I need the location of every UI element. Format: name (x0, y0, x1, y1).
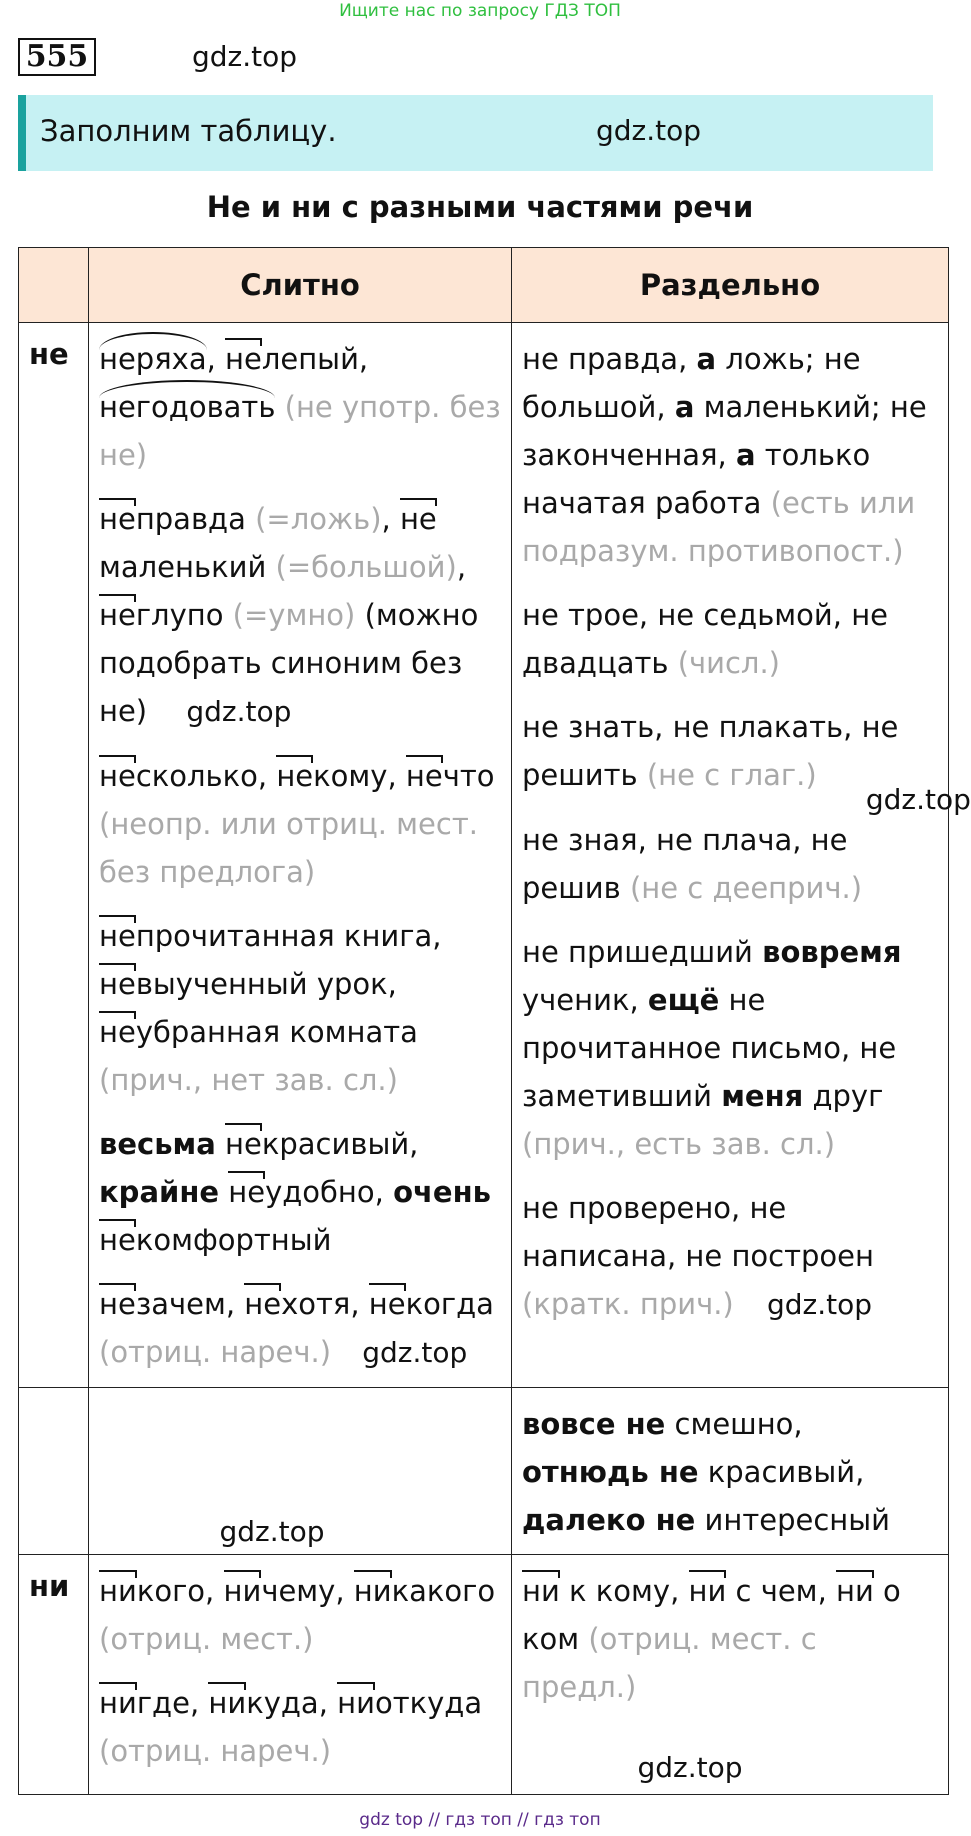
watermark: gdz.top (362, 1336, 468, 1369)
cell-ne-separate (512, 323, 971, 1388)
task-number-box: 555 (18, 38, 96, 76)
footer-links[interactable]: gdz top // гдз топ // гдз топ (359, 1810, 601, 1830)
entry-intensifiers: вовсе не смешно, отнюдь не красивый, далеко не интересный (522, 1407, 890, 1537)
header-separate: Раздельно (512, 248, 949, 323)
entry-neskolko: несколько, некому, нечто (неопр. или отриц. мест. без предлога) (99, 752, 501, 896)
watermark: gdz.top (637, 1751, 743, 1784)
entry-s-numerals: не трое, не седьмой, не двадцать (числ.) (522, 598, 888, 680)
cell-empty (89, 1388, 512, 1555)
entry-nezachem: незачем, нехотя, некогда (отриц. нареч.) gdz.top (99, 1280, 501, 1377)
ne-ni-table (18, 247, 971, 1795)
header-corner (19, 248, 89, 323)
watermark: gdz.top (186, 695, 292, 728)
row-label-ne: не (29, 337, 69, 371)
watermark: gdz.top (192, 40, 298, 73)
header-merged: Слитно (89, 248, 512, 323)
row-label-ni: ни (29, 1569, 70, 1603)
watermark: gdz.top (766, 1288, 872, 1321)
cell-ne-merged (89, 323, 512, 1388)
entry-s-participles: не пришедший вовремя ученик, ещё не прочитанное письмо, не заметивший меня друг (прич., есть зав. сл.) (522, 935, 902, 1161)
row-ni (19, 1555, 949, 1795)
entry-ni-pron: никого, ничему, никакого (отриц. мест.) (99, 1567, 501, 1663)
entry-ni-prep: ни к кому, ни с чем, ни о ком (отриц. мест. с предл.) (522, 1567, 938, 1711)
entry-vesma: весьма некрасивый, крайне неудобно, очень некомфортный (99, 1120, 501, 1264)
entry-neryaha: неряха, нелепый, негодовать (не употр. без не) (99, 335, 501, 479)
entry-neprochitannaya: непрочитанная книга, невыученный урок, неубранная комната (прич., нет зав. сл.) (99, 912, 501, 1104)
cell-intensifiers (512, 1388, 949, 1555)
row-intensifiers (19, 1388, 949, 1555)
entry-s-pravda: не правда, а ложь; не большой, а маленький; не законченная, а только начатая работа (есть или подразум. противопост.) (522, 342, 927, 568)
entry-nepravda: неправда (=ложь), немаленький (=большой), неглупо (=умно) (можно подобрать синоним без не) gdz.top (99, 495, 501, 736)
entry-s-short: не проверено, не написана, не построен (кратк. прич.) gdz.top (522, 1191, 874, 1321)
entry-ni-adv: нигде, никуда, ниоткуда (отриц. нареч.) (99, 1679, 501, 1775)
top-search-banner[interactable]: Ищите нас по запросу ГДЗ ТОП (339, 1, 621, 21)
watermark: gdz.top (219, 1515, 325, 1548)
table-title: Не и ни с разными частями речи (206, 190, 754, 224)
entry-s-verbs: не знать, не плакать, не решить (не с глаг.) gdz.top (522, 710, 971, 816)
intro-text: Заполним таблицу. (40, 114, 337, 148)
entry-s-gerunds: не зная, не плача, не решив (не с дееприч.) (522, 823, 863, 905)
cell-ni-merged (89, 1555, 512, 1795)
watermark: gdz.top (865, 783, 971, 816)
cell-ni-separate (512, 1555, 949, 1795)
row-ne (19, 323, 949, 1388)
watermark: gdz.top (596, 114, 702, 147)
intro-box (18, 95, 933, 171)
